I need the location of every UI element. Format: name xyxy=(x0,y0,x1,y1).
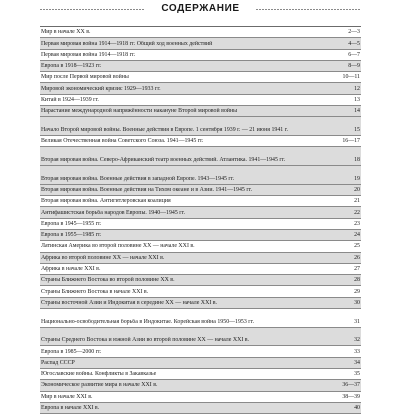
toc-entry-title: Вторая мировая война. Северо-Африканский театр военных действий. Атлантика. 1941—1945 гг. xyxy=(41,156,286,163)
toc-entry xyxy=(40,38,361,49)
toc-entry-title: Европа в 1918—1923 гг. xyxy=(41,63,102,70)
page-title: СОДЕРЖАНИЕ xyxy=(161,3,240,14)
toc-entry xyxy=(40,298,361,309)
toc-entry xyxy=(40,346,361,357)
toc-entry-title: Национально-освободительная борьба в Индокитае. Корейская война 1950—1953 гг. xyxy=(41,318,254,325)
toc-entry-pages: 26 xyxy=(354,254,360,261)
toc-entry xyxy=(40,275,361,286)
toc-entry-title: Европа в 1955—1985 гг. xyxy=(41,232,102,239)
toc-entry xyxy=(40,241,361,252)
toc-entry-title: Мир в начале ХХI в. xyxy=(41,393,93,400)
toc-entry-title: Китай в 1924—1939 гг. xyxy=(41,96,99,103)
toc-entry-pages: 12 xyxy=(354,85,360,92)
toc-entry-pages: 38—39 xyxy=(342,393,360,400)
header-rule-right xyxy=(256,9,361,10)
toc-entry-pages: 20 xyxy=(354,186,360,193)
toc-entry-pages: 34 xyxy=(354,359,360,366)
toc-entry-title: Югославские войны. Конфликты в Закавказье xyxy=(41,371,157,378)
toc-entry-title: Экономическое развитие мира в начале ХХI в. xyxy=(41,382,158,389)
toc-entry-pages: 4—5 xyxy=(348,40,360,47)
toc-entry-title: Первая мировая война 1914—1918 гг. xyxy=(41,51,136,58)
toc-entry xyxy=(40,219,361,230)
toc-entry-pages: 16—17 xyxy=(342,138,360,145)
toc-entry xyxy=(40,147,361,166)
toc-entry-title: Европа в 1985—2000 гг. xyxy=(41,348,102,355)
toc-entry-title: Страны восточной Азии и Индокитая в середине ХХ — начале ХХI в. xyxy=(41,299,218,306)
toc-entry-pages: 25 xyxy=(354,243,360,250)
toc-entry-title: Вторая мировая война. Военные действия в западной Европе. 1943—1945 гг. xyxy=(41,175,235,182)
toc-entry-pages: 24 xyxy=(354,232,360,239)
toc-entry-pages: 15 xyxy=(354,126,360,133)
toc-entry xyxy=(40,61,361,72)
toc-entry-title: Вторая мировая война. Антигитлеровская коалиция xyxy=(41,198,171,205)
toc-entry-title: Страны Среднего Востока и южной Азии во второй половине ХХ — начале ХХI в. xyxy=(41,337,250,344)
toc-entry xyxy=(40,72,361,83)
toc-entry-pages: 13 xyxy=(354,96,360,103)
toc-entry-pages: 33 xyxy=(354,348,360,355)
toc-entry-pages: 40 xyxy=(354,405,360,412)
toc-entry-pages: 23 xyxy=(354,220,360,227)
toc-entry xyxy=(40,207,361,218)
toc-entry-pages: 22 xyxy=(354,209,360,216)
toc-entry-pages: 30 xyxy=(354,299,360,306)
toc-list xyxy=(40,26,361,414)
toc-entry-title: Первая мировая война 1914—1918 гг. Общий ход военных действий xyxy=(41,40,213,47)
toc-entry-pages: 36—37 xyxy=(342,382,360,389)
toc-entry-pages: 32 xyxy=(354,337,360,344)
toc-entry xyxy=(40,117,361,136)
toc-entry xyxy=(40,380,361,391)
toc-entry-pages: 2—3 xyxy=(348,29,360,36)
toc-entry xyxy=(40,309,361,328)
toc-entry-title: Страны Ближнего Востока в начале ХХI в. xyxy=(41,288,149,295)
toc-entry-title: Латинская Америка во второй половине ХХ — начале ХХI в. xyxy=(41,243,195,250)
toc-entry xyxy=(40,106,361,117)
toc-entry-pages: 31 xyxy=(354,318,360,325)
toc-entry xyxy=(40,358,361,369)
toc-entry-title: Африка во второй половине ХХ — начале ХХI в. xyxy=(41,254,165,261)
toc-entry xyxy=(40,328,361,347)
toc-entry xyxy=(40,83,361,94)
toc-entry xyxy=(40,185,361,196)
toc-entry-title: Мир после Первой мировой войны xyxy=(41,74,129,81)
toc-entry-title: Мировой экономический кризис 1929—1933 гг. xyxy=(41,85,161,92)
toc-entry xyxy=(40,166,361,185)
toc-entry-title: Мир в начале ХХ в. xyxy=(41,29,91,36)
toc-entry xyxy=(40,369,361,380)
toc-entry xyxy=(40,50,361,61)
toc-entry-title: Великая Отечественная война Советского Союза. 1941—1945 гг. xyxy=(41,138,204,145)
toc-entry-title: Антифашистская борьба народов Европы. 1940—1945 гг. xyxy=(41,209,185,216)
toc-entry xyxy=(40,392,361,403)
toc-entry xyxy=(40,136,361,147)
toc-entry-title: Нарастание международной напряжённости накануне Второй мировой войны xyxy=(41,108,238,115)
toc-entry-pages: 21 xyxy=(354,198,360,205)
toc-entry xyxy=(40,253,361,264)
toc-entry-pages: 6—7 xyxy=(348,51,360,58)
toc-entry-pages: 10—11 xyxy=(342,74,360,81)
toc-entry-title: Вторая мировая война. Военные действия на Тихом океане и в Азии. 1941—1945 гг. xyxy=(41,186,252,193)
toc-entry-pages: 29 xyxy=(354,288,360,295)
toc-entry-pages: 28 xyxy=(354,277,360,284)
toc-entry-title: Африка в начале ХХI в. xyxy=(41,266,101,273)
toc-entry-title: Страны Ближнего Востока во второй половине ХХ в. xyxy=(41,277,175,284)
toc-entry-title: Европа в начале ХХI в. xyxy=(41,405,100,412)
toc-entry-title: Европа в 1945—1955 гг. xyxy=(41,220,102,227)
toc-entry xyxy=(40,403,361,414)
toc-entry-title: Начало Второй мировой войны. Военные действия в Европе. 1 сентября 1939 г. — 21 июня 1941 г. xyxy=(41,126,288,133)
toc-entry-title: Распад СССР xyxy=(41,359,75,366)
toc-entry-pages: 18 xyxy=(354,156,360,163)
toc-entry xyxy=(40,264,361,275)
toc-entry-pages: 14 xyxy=(354,108,360,115)
toc-entry xyxy=(40,95,361,106)
toc-entry xyxy=(40,286,361,297)
toc-entry xyxy=(40,230,361,241)
toc-entry xyxy=(40,27,361,38)
toc-entry xyxy=(40,196,361,207)
toc-entry-pages: 8—9 xyxy=(348,63,360,70)
toc-entry-pages: 19 xyxy=(354,175,360,182)
toc-entry-pages: 27 xyxy=(354,266,360,273)
toc-entry-pages: 35 xyxy=(354,371,360,378)
